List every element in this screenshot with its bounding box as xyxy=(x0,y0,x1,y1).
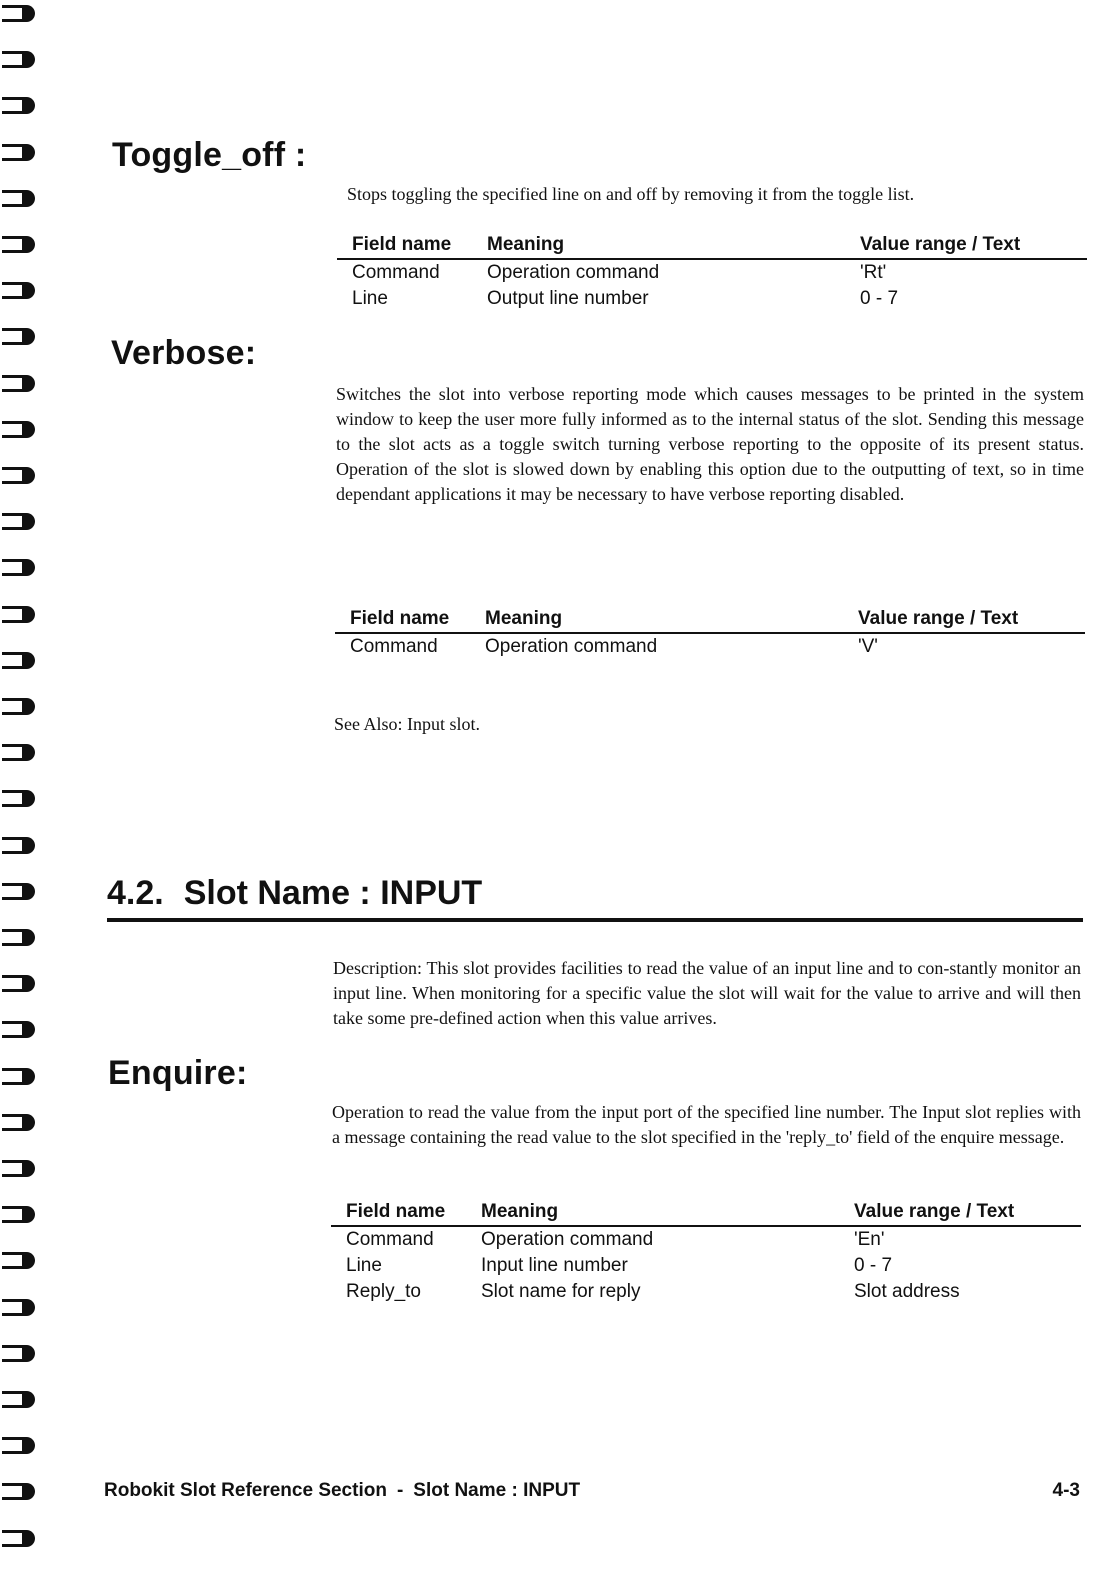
cell-field-name: Command xyxy=(346,1229,434,1250)
binding-ring xyxy=(2,1203,36,1223)
verbose-description: Switches the slot into verbose reporting mode which causes messages to be printed in the system window to keep the user more fully informed as to the internal status of the slot. Sending this message to the slot acts as a toggle switch turning verbose reporting to the opposite of its present status. Operation of the slot is slowed down by enabling this option due to the outputting of text, so in time dependant applications it may be necessary to have verbose reporting disabled. xyxy=(336,384,1084,504)
binding-ring xyxy=(2,787,36,807)
footer-section-title: Robokit Slot Reference Section xyxy=(104,1480,387,1501)
enquire-description: Operation to read the value from the input port of the specified line number. The Input slot replies with a message containing the read value to the slot specified in the 'reply_to' field of the enquire message. xyxy=(332,1102,1081,1147)
binding-ring xyxy=(2,695,36,715)
chapter-description: Description: This slot provides facilities to read the value of an input line and to con-stantly monitor an input line. When monitoring for a specific value the slot will wait for the value to arrive and will then take some pre-defined action when this value arrives. xyxy=(333,958,1081,1028)
header-meaning: Meaning xyxy=(485,608,563,629)
binding-ring xyxy=(2,1157,36,1177)
header-field-name: Field name xyxy=(350,608,450,629)
cell-field-name: Line xyxy=(352,288,388,309)
binding-ring xyxy=(2,1296,36,1316)
cell-meaning: Output line number xyxy=(487,288,649,309)
cell-meaning: Slot name for reply xyxy=(481,1281,641,1302)
table-header xyxy=(337,232,1087,260)
cell-value: 'V' xyxy=(858,636,878,657)
binding-ring xyxy=(2,556,36,576)
cell-meaning: Input line number xyxy=(481,1255,628,1276)
binding-ring xyxy=(2,972,36,992)
header-value-range: Value range / Text xyxy=(858,608,1019,629)
header-meaning: Meaning xyxy=(487,234,565,255)
cell-value: 'Rt' xyxy=(860,262,887,283)
toggle-off-description: Stops toggling the specified line on and off by removing it from the toggle list. xyxy=(347,184,915,204)
binding-ring xyxy=(2,834,36,854)
header-field-name: Field name xyxy=(352,234,452,255)
cell-meaning: Operation command xyxy=(481,1229,654,1250)
cell-meaning: Operation command xyxy=(485,636,658,657)
page-number: 4-3 xyxy=(1052,1480,1080,1501)
table-row xyxy=(331,1279,1081,1305)
enquire-table xyxy=(331,1199,1081,1305)
binding-ring xyxy=(2,94,36,114)
page-footer xyxy=(104,1480,1080,1502)
toggle-off-heading: Toggle_off : xyxy=(112,136,307,174)
cell-value: 'En' xyxy=(854,1229,885,1250)
table-row xyxy=(335,634,1085,660)
binding-ring xyxy=(2,926,36,946)
binding-ring xyxy=(2,1434,36,1454)
table-header xyxy=(331,1199,1081,1227)
binding-ring xyxy=(2,1111,36,1131)
spiral-binding xyxy=(0,0,44,1572)
header-value-range: Value range / Text xyxy=(860,234,1021,255)
cell-value: Slot address xyxy=(854,1281,960,1302)
table-row xyxy=(331,1253,1081,1279)
cell-value: 0 - 7 xyxy=(854,1255,893,1276)
binding-ring xyxy=(2,187,36,207)
binding-ring xyxy=(2,464,36,484)
binding-ring xyxy=(2,741,36,761)
see-also-note: See Also: Input slot. xyxy=(334,714,481,734)
binding-ring xyxy=(2,510,36,530)
binding-ring xyxy=(2,372,36,392)
cell-value: 0 - 7 xyxy=(860,288,899,309)
cell-field-name: Line xyxy=(346,1255,382,1276)
verbose-table xyxy=(335,606,1085,660)
binding-ring xyxy=(2,1527,36,1547)
cell-field-name: Command xyxy=(352,262,440,283)
chapter-title: Slot Name : INPUT xyxy=(183,874,483,912)
binding-ring xyxy=(2,1342,36,1362)
binding-ring xyxy=(2,279,36,299)
binding-ring xyxy=(2,2,36,22)
toggle-off-table xyxy=(337,232,1087,312)
binding-ring xyxy=(2,1480,36,1500)
table-header xyxy=(335,606,1085,634)
verbose-heading: Verbose: xyxy=(111,334,257,372)
cell-meaning: Operation command xyxy=(487,262,660,283)
table-row xyxy=(337,260,1087,286)
binding-ring xyxy=(2,48,36,68)
table-row xyxy=(331,1227,1081,1253)
header-field-name: Field name xyxy=(346,1201,446,1222)
binding-ring xyxy=(2,880,36,900)
enquire-heading: Enquire: xyxy=(108,1054,248,1092)
binding-ring xyxy=(2,418,36,438)
cell-field-name: Command xyxy=(350,636,438,657)
binding-ring xyxy=(2,649,36,669)
chapter-number: 4.2. xyxy=(107,874,164,912)
header-meaning: Meaning xyxy=(481,1201,559,1222)
cell-field-name: Reply_to xyxy=(346,1281,421,1302)
binding-ring xyxy=(2,233,36,253)
binding-ring xyxy=(2,1018,36,1038)
binding-ring xyxy=(2,1065,36,1085)
chapter-heading xyxy=(107,874,1083,922)
table-row xyxy=(337,286,1087,312)
binding-ring xyxy=(2,1388,36,1408)
binding-ring xyxy=(2,1249,36,1269)
footer-slot-name: Slot Name : INPUT xyxy=(413,1480,581,1501)
footer-separator: - xyxy=(396,1480,404,1501)
header-value-range: Value range / Text xyxy=(854,1201,1015,1222)
binding-ring xyxy=(2,141,36,161)
binding-ring xyxy=(2,603,36,623)
binding-ring xyxy=(2,325,36,345)
